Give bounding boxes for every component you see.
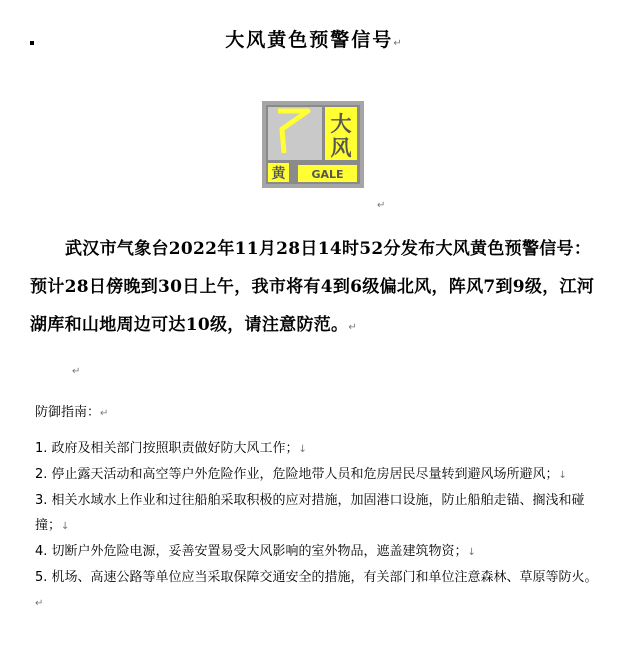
title-text: 大风黄色预警信号 (225, 29, 394, 51)
guide-heading (35, 401, 605, 420)
announcement-text: 武汉市气象台2022年11月28日14时52分发布大风黄色预警信号：预计28日傍晚到30日上午，我市将有4到6级偏北风，阵风7到9级，江河湖库和山地周边可达10级，请注意防范。 (30, 239, 595, 335)
paragraph-mark: ↵ (377, 200, 386, 211)
list-item (35, 436, 600, 462)
paragraph-mark: ↵ (72, 366, 81, 377)
list-item-text: 2. 停止露天活动和高空等户外危险作业，危险地带人员和危房居民尽量转到避风场所避风； (35, 467, 559, 482)
paragraph-mark: ↵ (348, 322, 357, 333)
list-item-text: 5. 机场、高速公路等单位应当采取保障交通安全的措施，有关部门和单位注意森林、草原等防火。 (35, 570, 598, 585)
list-item-text: 3. 相关水域水上作业和过往船舶采取积极的应对措施，加固港口设施，防止船舶走锚、搁浅和碰撞； (35, 493, 585, 533)
signal-char-2: 风 (330, 136, 352, 160)
line-break-mark: ↓ (558, 470, 567, 481)
list-item (35, 565, 600, 616)
guide-heading-text: 防御指南： (35, 405, 101, 420)
document-title (0, 25, 627, 52)
line-break-mark: ↓ (61, 521, 70, 532)
gale-warning-icon (262, 101, 364, 188)
guide-list (35, 436, 600, 616)
signal-english-label: GALE (311, 168, 344, 181)
paragraph-mark: ↵ (100, 408, 109, 419)
list-item (35, 488, 600, 539)
line-break-mark: ↓ (298, 444, 307, 455)
list-item (35, 539, 600, 565)
signal-char-1: 大 (330, 112, 352, 136)
paragraph-mark: ↵ (35, 598, 44, 609)
warning-announcement (30, 230, 598, 347)
list-item (35, 462, 600, 488)
paragraph-mark: ↵ (393, 38, 402, 49)
list-item-text: 1. 政府及相关部门按照职责做好防大风工作； (35, 441, 299, 456)
line-break-mark: ↓ (467, 547, 476, 558)
list-item-text: 4. 切断户外危险电源，妥善安置易受大风影响的室外物品，遮盖建筑物资； (35, 544, 468, 559)
signal-color-label: 黄 (271, 166, 286, 182)
